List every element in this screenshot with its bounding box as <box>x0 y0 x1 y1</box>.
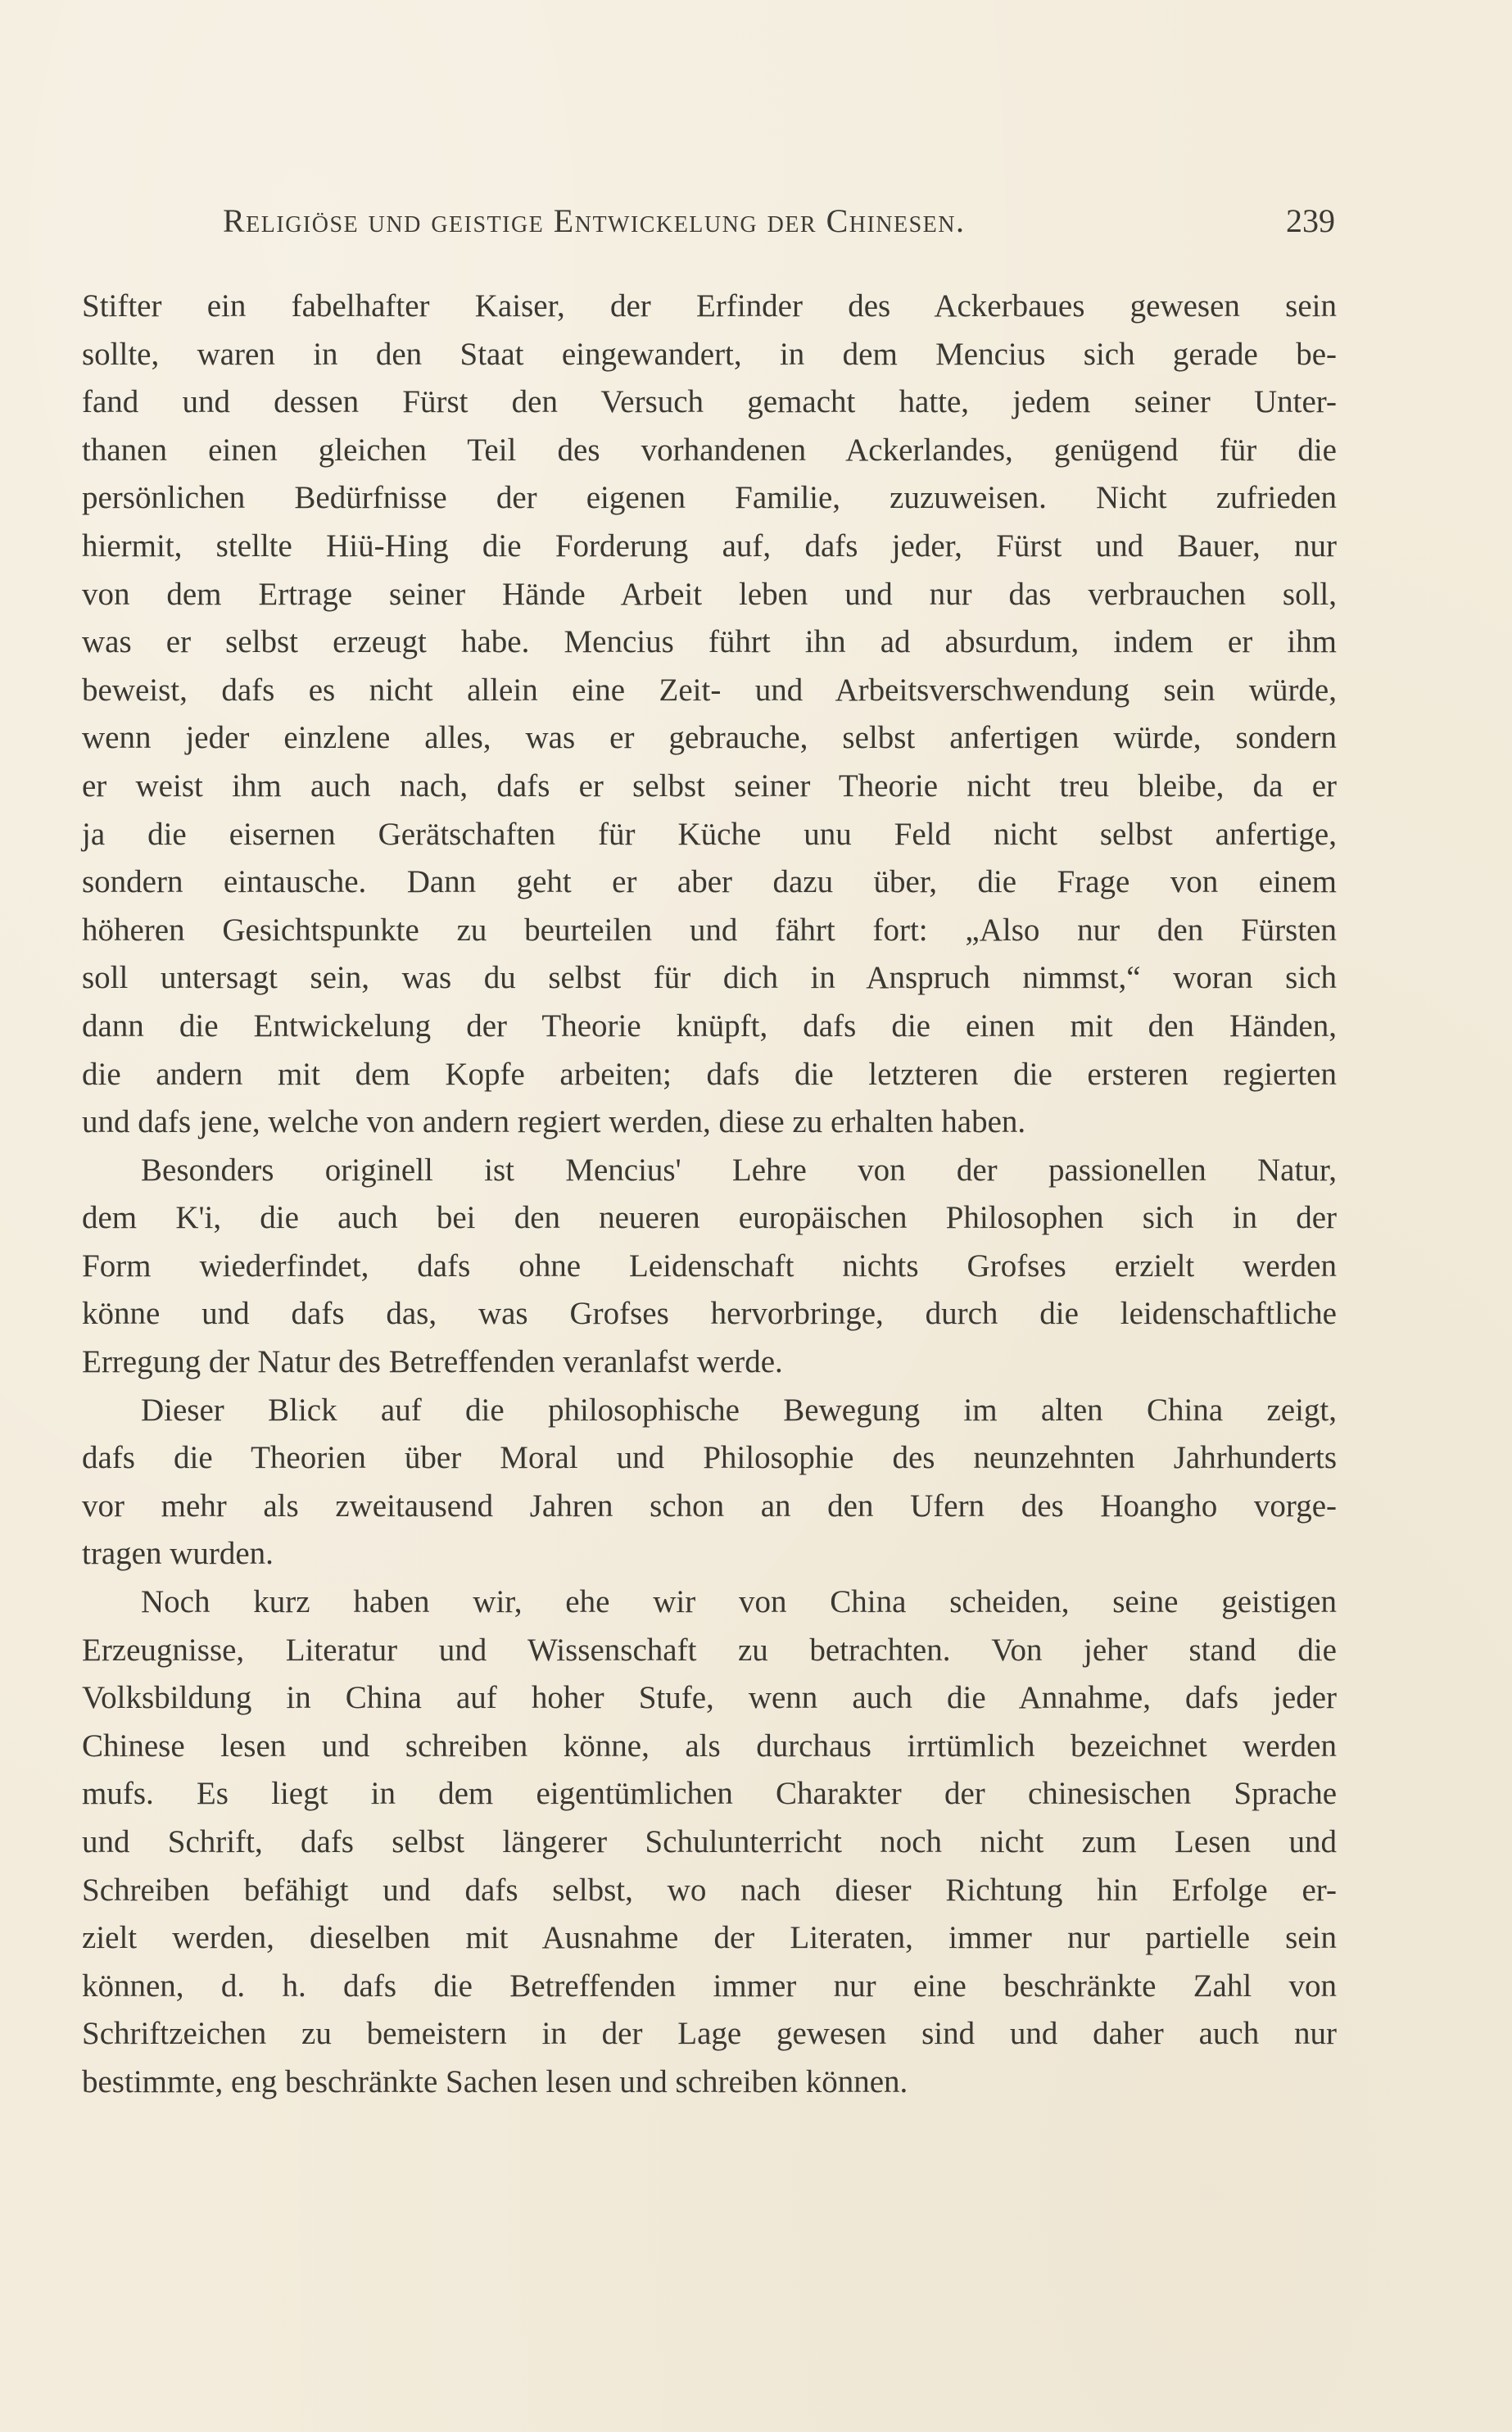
text-line: höheren Gesichtspunkte zu beurteilen und fährt fort: „Also nur den Fürsten <box>82 912 1337 948</box>
text-line: die andern mit dem Kopfe arbeiten; dafs die letzteren die ersteren regierten <box>82 1056 1337 1092</box>
paragraph-last-line: tragen wurden. <box>82 1536 274 1572</box>
text-line: Stifter ein fabelhafter Kaiser, der Erfinder des Ackerbaues gewesen sein <box>82 288 1337 324</box>
paragraph-last-line: und dafs jene, welche von andern regiert werden, diese zu erhalten haben. <box>82 1104 1026 1140</box>
text-line: Form wiederfindet, dafs ohne Leidenschaft nichts Grofses erzielt werden <box>82 1248 1337 1284</box>
text-line: könne und dafs das, was Grofses hervorbringe, durch die leidenschaftliche <box>82 1296 1337 1332</box>
text-line: dafs die Theorien über Moral und Philosophie des neunzehnten Jahrhunderts <box>82 1440 1337 1476</box>
text-line: Chinese lesen und schreiben könne, als durchaus irrtümlich bezeichnet werden <box>82 1728 1337 1764</box>
text-line: soll untersagt sein, was du selbst für dich in Anspruch nimmst,“ woran sich <box>82 960 1337 996</box>
text-line: Volksbildung in China auf hoher Stufe, wenn auch die Annahme, dafs jeder <box>82 1680 1337 1716</box>
text-line: hiermit, stellte Hiü-Hing die Forderung auf, dafs jeder, Fürst und Bauer, nur <box>82 528 1337 564</box>
paragraph-last-line: bestimmte, eng beschränkte Sachen lesen und schreiben können. <box>82 2063 908 2099</box>
text-line: wenn jeder einzlene alles, was er gebrauche, selbst anfertigen würde, sondern <box>82 720 1337 756</box>
text-line: fand und dessen Fürst den Versuch gemacht hatte, jedem seiner Unter- <box>82 384 1337 420</box>
paragraph-last-line: Erregung der Natur des Betreffenden veranlafst werde. <box>82 1344 783 1380</box>
text-line: Schreiben befähigt und dafs selbst, wo nach dieser Richtung hin Erfolge er- <box>82 1872 1337 1908</box>
running-title: Religiöse und geistige Entwickelung der Chinesen. <box>223 202 966 239</box>
text-line: ja die eisernen Gerätschaften für Küche unu Feld nicht selbst anfertige, <box>82 816 1337 852</box>
text-line: beweist, dafs es nicht allein eine Zeit- und Arbeitsverschwendung sein würde, <box>82 672 1337 708</box>
text-line: er weist ihm auch nach, dafs er selbst seiner Theorie nicht treu bleibe, da er <box>82 768 1337 804</box>
text-line: zielt werden, dieselben mit Ausnahme der Literaten, immer nur partielle sein <box>82 1920 1337 1956</box>
text-line: und Schrift, dafs selbst längerer Schulunterricht noch nicht zum Lesen und <box>82 1824 1337 1859</box>
text-line: Erzeugnisse, Literatur und Wissenschaft zu betrachten. Von jeher stand die <box>82 1632 1337 1668</box>
text-line: mufs. Es liegt in dem eigentümlichen Charakter der chinesischen Sprache <box>82 1776 1337 1812</box>
text-line: dann die Entwickelung der Theorie knüpft, dafs die einen mit den Händen, <box>82 1008 1337 1044</box>
paragraph-first-line: Dieser Blick auf die philosophische Bewegung im alten China zeigt, <box>141 1392 1337 1428</box>
text-line: persönlichen Bedürfnisse der eigenen Familie, zuzuweisen. Nicht zufrieden <box>82 480 1337 516</box>
text-line: sondern eintausche. Dann geht er aber dazu über, die Frage von einem <box>82 864 1337 900</box>
paragraph-first-line: Noch kurz haben wir, ehe wir von China scheiden, seine geistigen <box>141 1584 1337 1620</box>
text-line: Schriftzeichen zu bemeistern in der Lage gewesen sind und daher auch nur <box>82 2016 1337 2052</box>
paragraph-first-line: Besonders originell ist Mencius' Lehre von der passionellen Natur, <box>141 1152 1337 1188</box>
text-line: von dem Ertrage seiner Hände Arbeit leben und nur das verbrauchen soll, <box>82 576 1337 612</box>
text-line: was er selbst erzeugt habe. Mencius führt ihn ad absurdum, indem er ihm <box>82 624 1337 660</box>
page-number: 239 <box>1286 202 1335 239</box>
running-header <box>223 202 1335 251</box>
text-line: thanen einen gleichen Teil des vorhandenen Ackerlandes, genügend für die <box>82 432 1337 468</box>
text-line: vor mehr als zweitausend Jahren schon an den Ufern des Hoangho vorge- <box>82 1488 1337 1524</box>
text-line: können, d. h. dafs die Betreffenden immer nur eine beschränkte Zahl von <box>82 1968 1337 2004</box>
text-line: sollte, waren in den Staat eingewandert, in dem Mencius sich gerade be- <box>82 336 1337 372</box>
text-line: dem K'i, die auch bei den neueren europäischen Philosophen sich in der <box>82 1200 1337 1236</box>
body-text <box>82 283 1337 2107</box>
